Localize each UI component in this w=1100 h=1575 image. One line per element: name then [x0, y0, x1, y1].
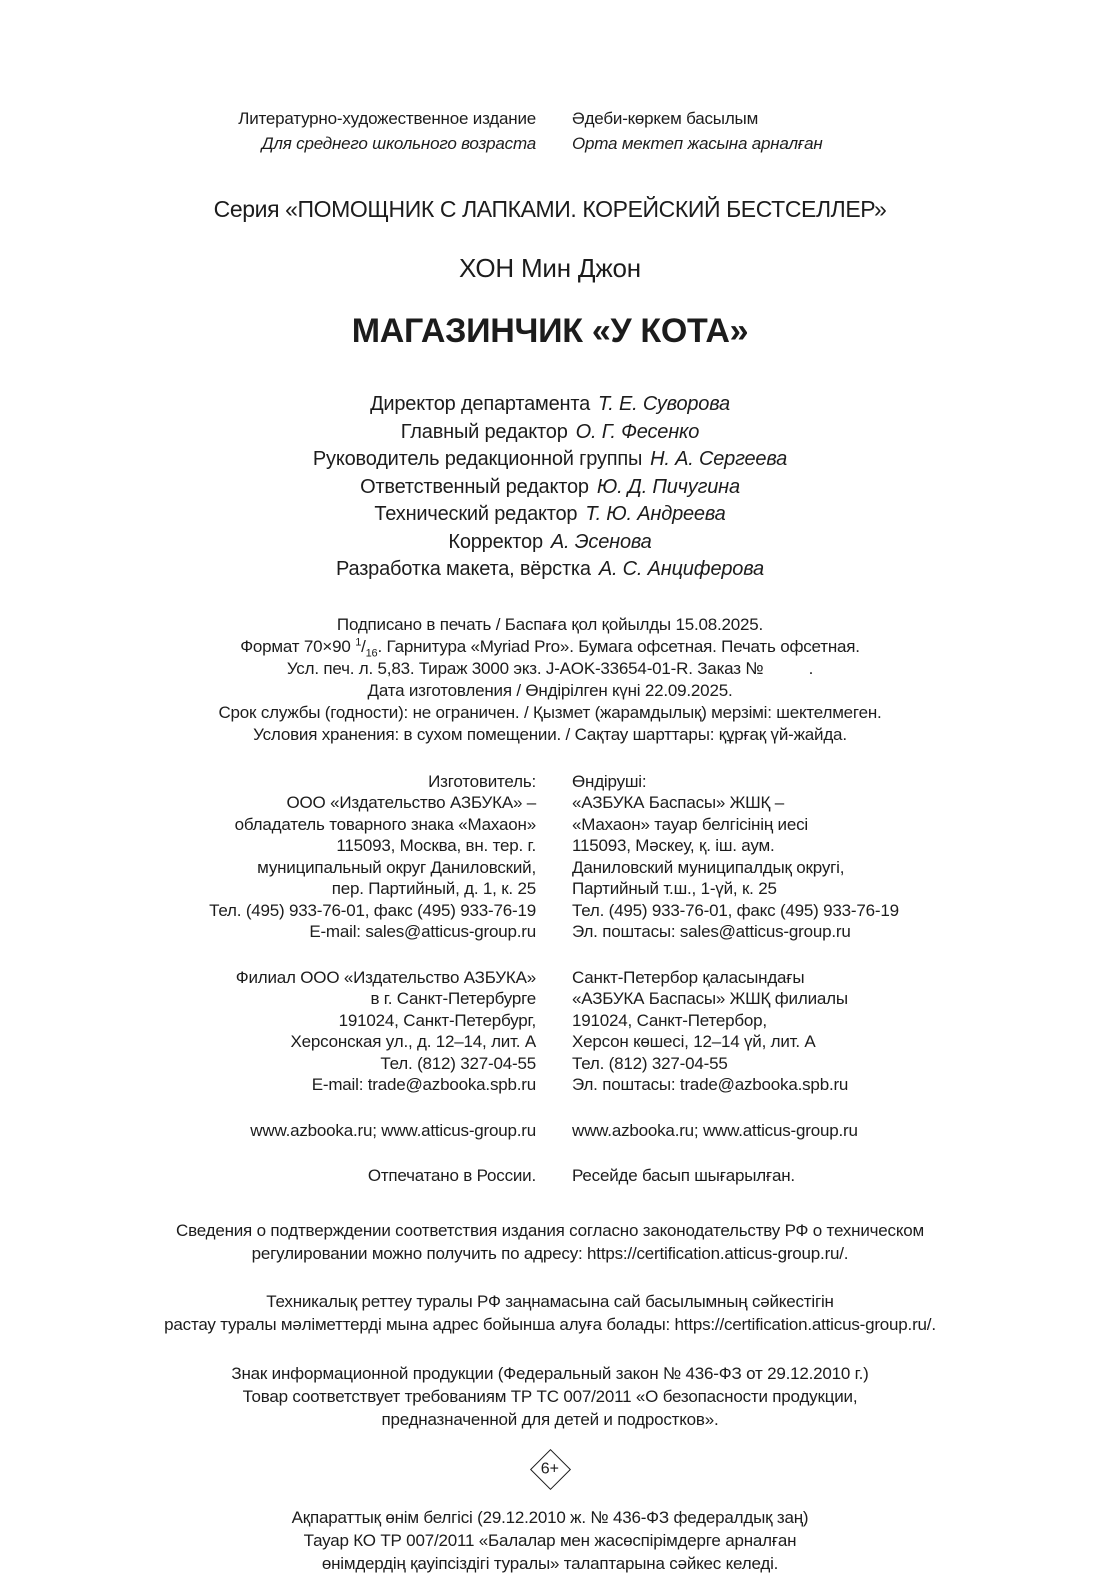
credit-name: А. С. Анциферова [598, 558, 764, 580]
manufacturer-ru-line: пер. Партийный, д. 1, к. 25 [331, 879, 536, 898]
compliance-ru-line: Сведения о подтверждении соответствия издания согласно законодательству РФ о техническом [176, 1220, 924, 1240]
branch-kz-line: Эл. поштасы: trade@azbooka.spb.ru [572, 1075, 849, 1094]
age-badge-label: 6+ [540, 1460, 560, 1477]
manufacturer-kz-line: 115093, Мәскеу, қ. іш. аум. [572, 836, 775, 855]
manufacture-date-line: Дата изготовления / Өндірілген күні 22.09.2025. [367, 680, 733, 700]
credit-role: Главный редактор [400, 420, 568, 443]
format-fraction-numerator: 1 [355, 635, 362, 648]
edition-size-line: Усл. печ. л. 5,83. Тираж 3000 экз. J-AOK-33654-01-R. Заказ № . [286, 658, 814, 678]
manufacturer-kz-line: «АЗБУКА Баспасы» ЖШҚ – [572, 793, 785, 812]
edition-type-kz: Әдеби-көркем басылым [572, 109, 759, 128]
service-life-line: Срок службы (годности): не ограничен. / Қызмет (жарамдылық) мерзімі: шектелмеген. [218, 702, 882, 722]
info-sign-ru-line: Товар соответствует требованиям ТР ТС 007/2011 «О безопасности продукции, [242, 1386, 858, 1406]
credit-row [0, 501, 1100, 529]
credit-name: Н. А. Сергеева [650, 448, 788, 470]
info-sign-kz-paragraph [0, 1506, 1100, 1575]
credit-row [0, 474, 1100, 502]
edition-column-kz [550, 106, 1100, 156]
signed-to-print-line: Подписано в печать / Баспаға қол қойылды 15.08.2025. [336, 614, 764, 634]
edition-column-ru [0, 106, 550, 156]
storage-conditions-line: Условия хранения: в сухом помещении. / Сақтау шарттары: құрғақ үй-жайда. [253, 724, 847, 744]
branch-kz-line: Санкт-Петербор қаласындағы [572, 967, 805, 987]
manufacturer-kz-line: Партийный т.ш., 1-үй, к. 25 [572, 879, 777, 898]
spacer [0, 1141, 536, 1165]
age-badge [0, 1455, 1100, 1484]
edition-age-ru: Для среднего школьного возраста [261, 134, 536, 153]
credit-role: Ответственный редактор [360, 475, 589, 498]
spacer [0, 1096, 536, 1120]
manufacturer-ru-line: Тел. (495) 933-76-01, факс (495) 933-76-19 [209, 900, 536, 920]
manufacturer-ru-line: ООО «Издательство АЗБУКА» – [286, 793, 536, 812]
branch-ru-line: Тел. (812) 327-04-55 [380, 1053, 536, 1073]
book-title: МАГАЗИНЧИК «У КОТА» [351, 312, 749, 350]
branch-kz-line: Херсон көшесі, 12–14 үй, лит. А [572, 1032, 816, 1051]
spacer [0, 943, 536, 967]
credit-role: Директор департамента [370, 393, 591, 415]
credit-name: Т. Ю. Андреева [585, 503, 726, 525]
branch-ru-line: Филиал ООО «Издательство АЗБУКА» [235, 967, 536, 987]
spacer [572, 1096, 1100, 1120]
branch-kz-line: 191024, Санкт-Петербор, [572, 1010, 767, 1030]
author-name: ХОН Мин Джон [459, 253, 641, 283]
edition-block [0, 106, 1100, 156]
manufacturer-kz-line: Даниловский муниципалдық округі, [572, 857, 845, 877]
websites-ru: www.azbooka.ru; www.atticus-group.ru [250, 1120, 536, 1140]
age-badge-diamond-icon [529, 1448, 570, 1489]
manufacturer-kz-line: Тел. (495) 933-76-01, факс (495) 933-76-19 [572, 900, 899, 920]
info-sign-ru-line: Знак информационной продукции (Федеральный закон № 436-ФЗ от 29.12.2010 г.) [231, 1363, 869, 1383]
info-sign-kz-line: Ақпараттық өнім белгісі (29.12.2010 ж. № 436-ФЗ федералдық заң) [291, 1507, 809, 1527]
branch-ru-line: в г. Санкт-Петербурге [370, 989, 536, 1008]
compliance-kz-line: Техникалық реттеу туралы РФ заңнамасына сай басылымның сәйкестігін [266, 1291, 834, 1311]
info-sign-kz-line: өнімдердің қауіпсіздігі туралы» талаптарына сәйкес келеді. [321, 1553, 779, 1573]
printed-in-kz: Ресейде басып шығарылған. [572, 1166, 795, 1185]
credit-name: О. Г. Фесенко [575, 420, 700, 443]
branch-ru-line: Херсонская ул., д. 12–14, лит. А [290, 1032, 536, 1051]
series-title: Серия «ПОМОЩНИК С ЛАПКАМИ. КОРЕЙСКИЙ БЕСТСЕЛЛЕР» [213, 196, 887, 222]
credits-list [0, 391, 1100, 584]
printed-in-ru: Отпечатано в России. [367, 1166, 536, 1185]
credit-name: Ю. Д. Пичугина [596, 475, 740, 498]
compliance-ru-line: регулировании можно получить по адресу: https://certification.atticus-group.ru/. [251, 1243, 849, 1263]
format-suffix: . Гарнитура «Myriad Pro». Бумага офсетная. Печать офсетная. [377, 636, 860, 656]
manufacturer-ru-line: E-mail: sales@atticus-group.ru [309, 922, 536, 941]
format-fraction-denominator: 16 [365, 646, 378, 659]
credit-row [0, 556, 1100, 584]
info-sign-ru-line: предназначенной для детей и подростков». [381, 1409, 719, 1429]
info-sign-ru-paragraph [0, 1362, 1100, 1431]
manufacturer-kz-line: Өндіруші: [572, 771, 647, 791]
branch-ru-line: E-mail: trade@azbooka.spb.ru [311, 1075, 536, 1094]
credit-row [0, 529, 1100, 557]
compliance-kz-paragraph [0, 1290, 1100, 1336]
manufacturer-kz-line: «Махаон» тауар белгісінің иесі [572, 814, 808, 834]
spacer [572, 1141, 1100, 1165]
manufacturer-ru-line: 115093, Москва, вн. тер. г. [336, 836, 536, 855]
credit-role: Разработка макета, вёрстка [336, 558, 591, 580]
info-sign-kz-line: Тауар КО ТР 007/2011 «Балалар мен жасөспірімдерге арналған [303, 1530, 797, 1550]
branch-ru-line: 191024, Санкт-Петербург, [338, 1010, 536, 1030]
edition-age-kz: Орта мектеп жасына арналған [572, 134, 823, 153]
credit-row [0, 391, 1100, 419]
print-info-block [0, 614, 1100, 746]
contacts-column-kz [550, 771, 1100, 1187]
credit-name: Т. Е. Суворова [598, 393, 730, 415]
credit-row [0, 419, 1100, 447]
format-line [0, 636, 1100, 658]
spacer [572, 943, 1100, 967]
compliance-ru-paragraph [0, 1219, 1100, 1265]
branch-kz-line: Тел. (812) 327-04-55 [572, 1053, 728, 1073]
format-fraction-slash: / [361, 636, 366, 656]
websites-kz: www.azbooka.ru; www.atticus-group.ru [572, 1120, 858, 1140]
contacts-block [0, 771, 1100, 1187]
credit-role: Руководитель редакционной группы [312, 448, 643, 470]
compliance-kz-line: растау туралы мәліметтерді мына адрес бойынша алуға болады: https://certification.atticus-group.ru/. [164, 1314, 936, 1334]
manufacturer-ru-line: Изготовитель: [428, 771, 536, 791]
edition-type-ru: Литературно-художественное издание [238, 109, 536, 128]
manufacturer-ru-line: муниципальный округ Даниловский, [257, 857, 536, 877]
manufacturer-ru-line: обладатель товарного знака «Махаон» [234, 814, 536, 834]
credit-name: А. Эсенова [550, 530, 652, 553]
credit-role: Корректор [448, 530, 543, 553]
credit-row [0, 446, 1100, 474]
credit-role: Технический редактор [374, 503, 578, 525]
branch-kz-line: «АЗБУКА Баспасы» ЖШҚ филиалы [572, 989, 848, 1008]
format-prefix: Формат 70×90 [240, 636, 356, 656]
manufacturer-kz-line: Эл. поштасы: sales@atticus-group.ru [572, 922, 851, 941]
contacts-column-ru [0, 771, 550, 1187]
